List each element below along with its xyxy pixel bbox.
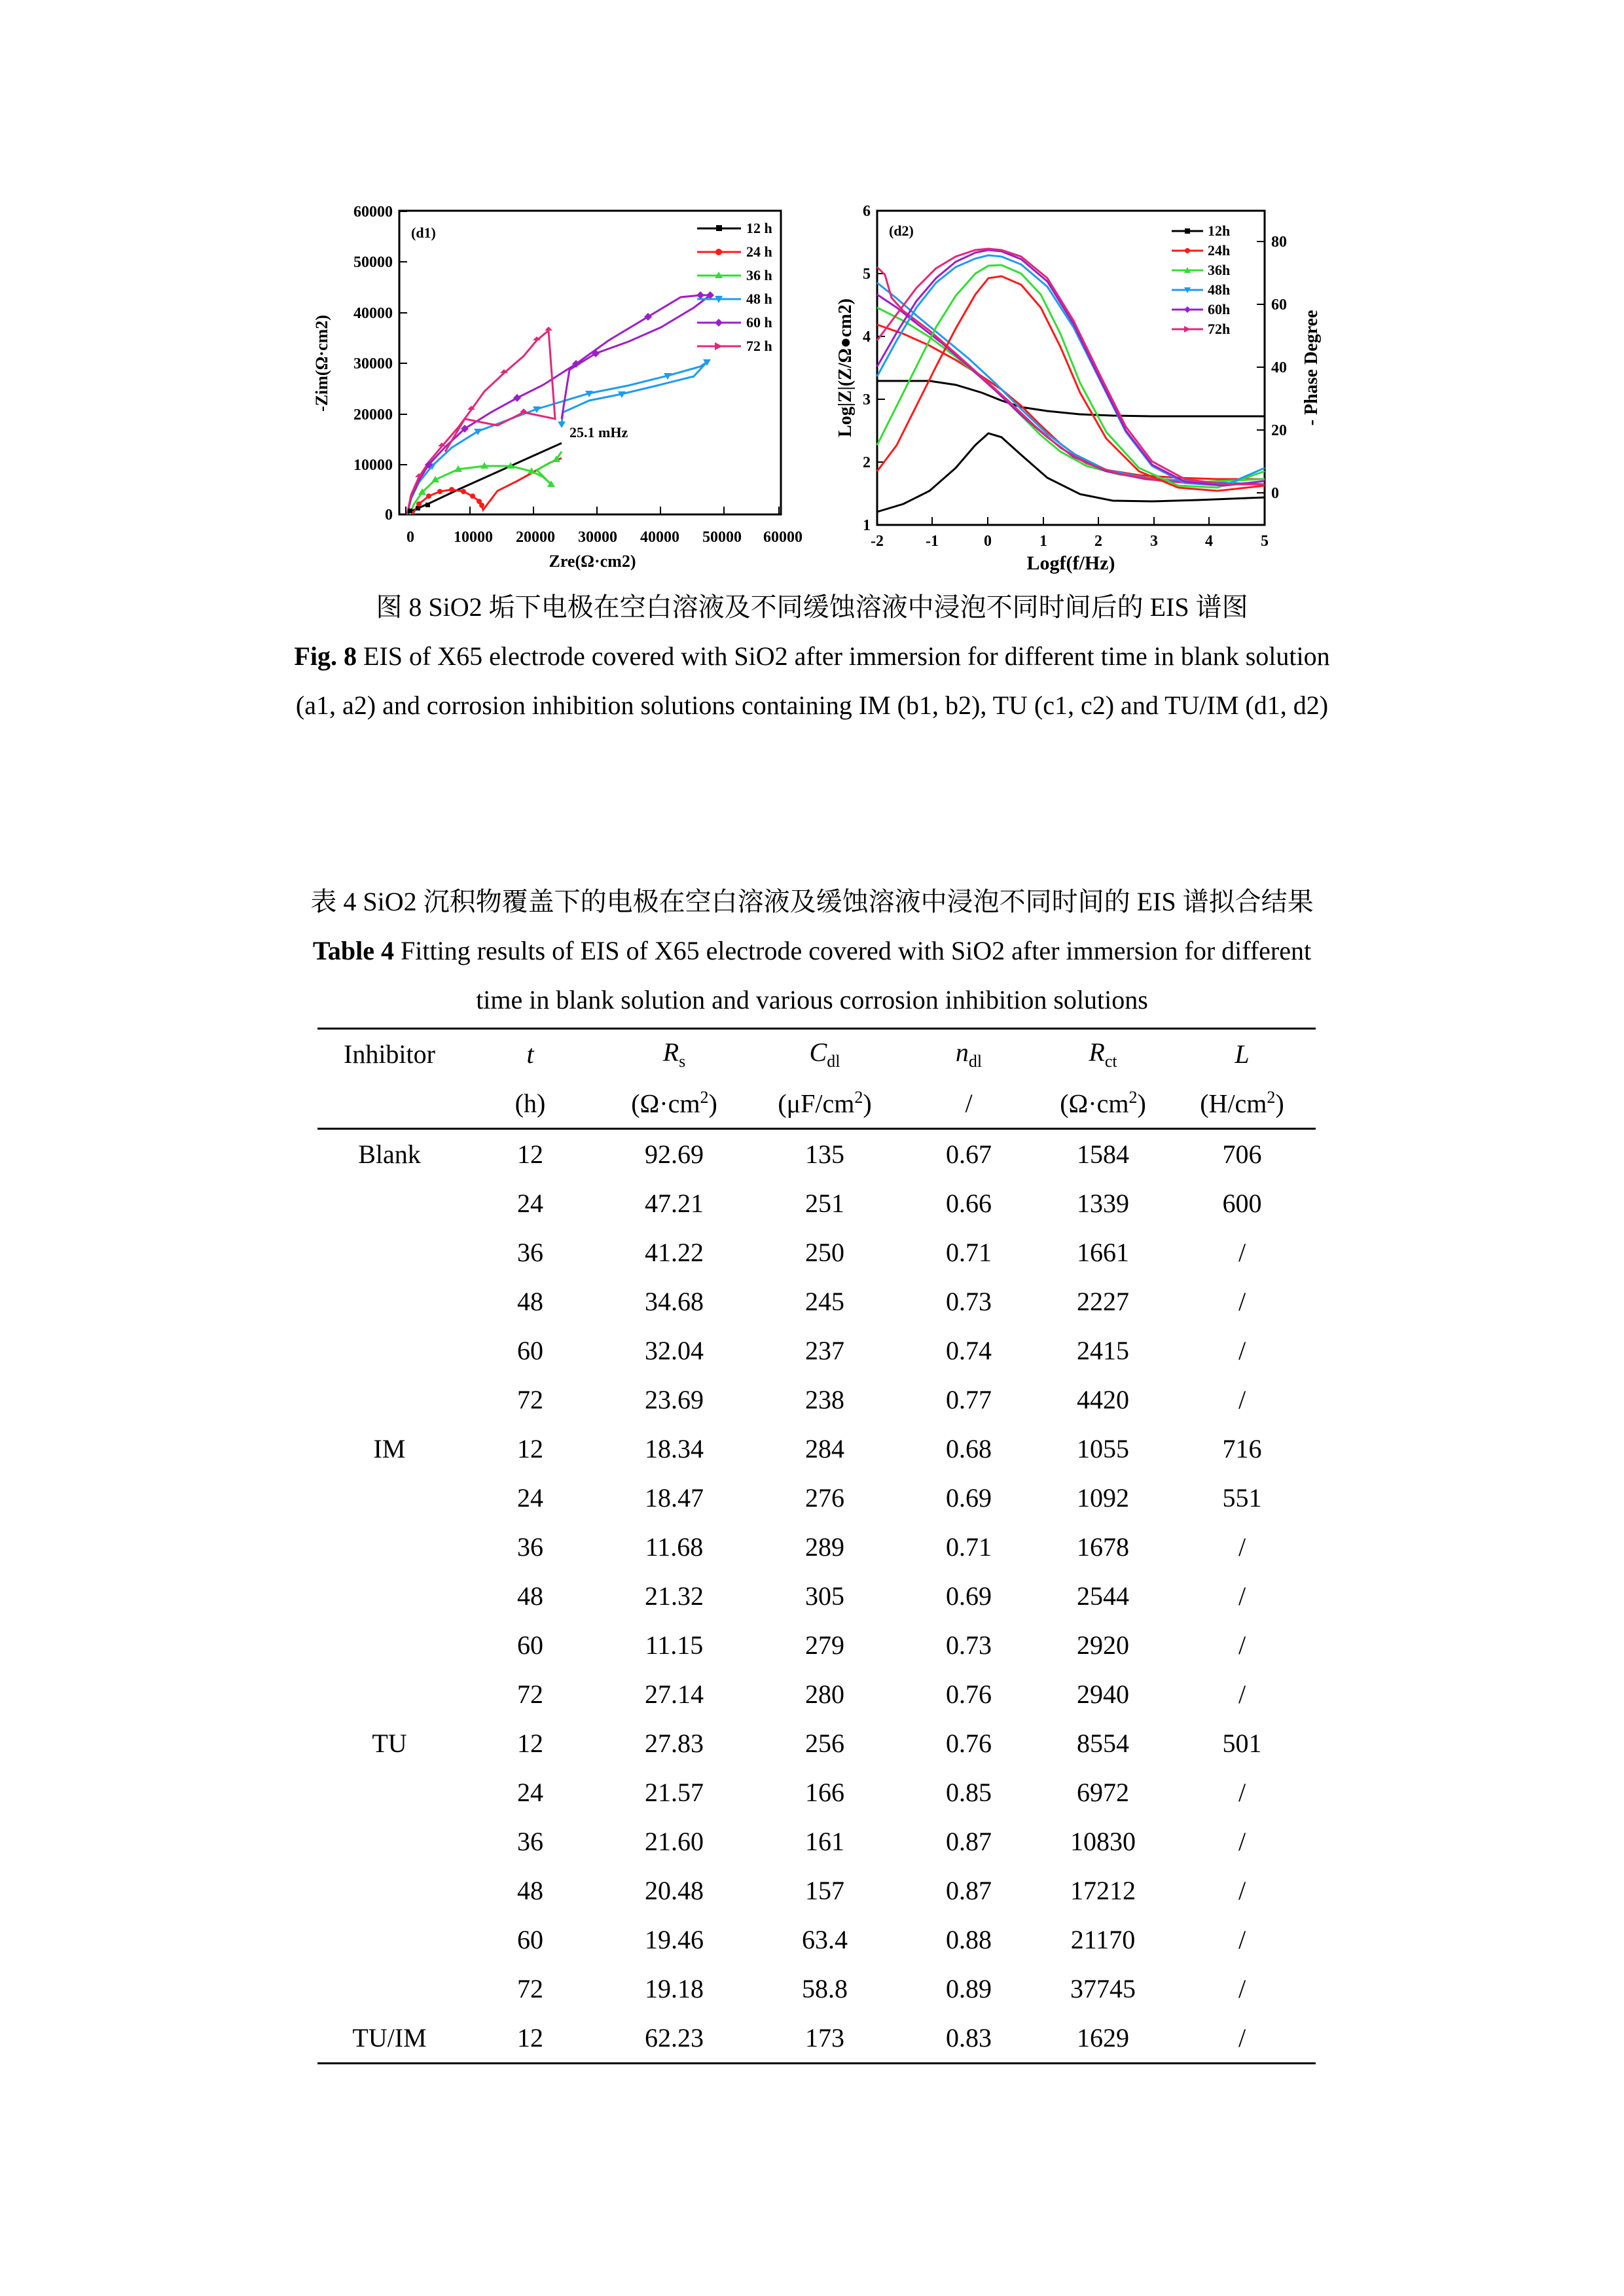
table-cell: 280: [805, 1679, 844, 1709]
header-ndl: $n_{dl}$: [900, 1029, 1038, 1079]
table-cell: [317, 1375, 461, 1424]
table-cell: 1584: [1077, 1139, 1129, 1169]
table-cell: 60: [517, 1630, 543, 1660]
unit-cell: $(\mu F/cm^2)$: [749, 1079, 900, 1129]
table-cell: Blank: [358, 1139, 421, 1169]
table-cell: 0.73: [946, 1287, 992, 1316]
table-cell: 34.68: [645, 1287, 704, 1316]
table-row: [317, 1179, 1316, 1228]
table-cell: 12: [517, 1434, 543, 1463]
legend-label: 72 h: [746, 338, 772, 354]
header-inhibitor: Inhibitor: [317, 1029, 461, 1079]
unit-cell: $(H/cm^2)$: [1168, 1079, 1316, 1129]
table-cell: 716: [1222, 1434, 1262, 1463]
table-cell: 256: [805, 1729, 844, 1758]
table-cell: 27.14: [645, 1679, 704, 1709]
table-cell: 1092: [1077, 1483, 1129, 1513]
x-tick: 1: [1039, 533, 1047, 550]
table-cell: /: [1238, 1827, 1246, 1856]
table-caption-en-line1: [0, 926, 1624, 975]
y-tick: 4: [863, 329, 871, 346]
table-cell: /: [1238, 1336, 1246, 1365]
table-row: [317, 1866, 1316, 1915]
unit-cell: $(\Omega\cdot cm^2)$: [599, 1079, 749, 1129]
x-tick: 0: [406, 529, 414, 546]
legend-label: 48 h: [746, 291, 772, 307]
table-cell: 21.32: [645, 1581, 704, 1611]
y2-tick: 60: [1271, 296, 1287, 314]
table-cell: 0.88: [946, 1925, 992, 1954]
table-cell: /: [1238, 1876, 1246, 1905]
table-cell: 237: [805, 1336, 844, 1365]
series-12h-impedance: [877, 381, 1265, 416]
legend: [697, 220, 772, 354]
series-24h-phase: [877, 276, 1265, 491]
table-cell: 0.69: [946, 1483, 992, 1513]
table-cell: 0.74: [946, 1336, 992, 1365]
table-cell: /: [1238, 1679, 1246, 1709]
header-cdl: $C_{dl}$: [749, 1029, 900, 1079]
table-cell: 21170: [1070, 1925, 1136, 1954]
table-cell: 2544: [1077, 1581, 1129, 1611]
table-cell: 0.76: [946, 1679, 992, 1709]
table-cell: [317, 1326, 461, 1375]
x-tick: 2: [1094, 533, 1102, 550]
header-t: t: [461, 1029, 599, 1079]
table-cell: 0.87: [946, 1827, 992, 1856]
table-cell: [317, 1817, 461, 1866]
x-tick: 3: [1150, 533, 1158, 550]
table-cell: 72: [517, 1679, 543, 1709]
table-cell: 41.22: [645, 1238, 704, 1267]
table-row: [317, 1621, 1316, 1670]
table-cell: 12: [461, 2013, 599, 2064]
y2-tick: 20: [1271, 422, 1287, 439]
table-cell: 92.69: [645, 1139, 704, 1169]
table-cell: 279: [805, 1630, 844, 1660]
table-row: [317, 1277, 1316, 1326]
table-cell: 0.87: [946, 1876, 992, 1905]
table-cell: 36: [517, 1238, 543, 1267]
table-row: [317, 1326, 1316, 1375]
table-cell: [317, 1670, 461, 1719]
table-cell: 0.76: [946, 1729, 992, 1758]
table-cell: [317, 1522, 461, 1571]
table-row: [317, 1915, 1316, 1964]
table-cell: 250: [805, 1238, 844, 1267]
y-tick: 3: [863, 391, 871, 408]
table-cell: 251: [805, 1189, 844, 1218]
panel-label: (d1): [411, 224, 436, 241]
table-cell: [317, 1473, 461, 1522]
table-cell: 0.83: [900, 2013, 1038, 2064]
header-l: L: [1168, 1029, 1316, 1079]
table-cell: /: [1168, 2013, 1316, 2064]
table-cell: /: [1238, 1581, 1246, 1611]
y-tick: 0: [385, 507, 393, 524]
table-cell: 0.71: [946, 1238, 992, 1267]
table-cell: 501: [1222, 1729, 1262, 1758]
x-tick: 40000: [640, 529, 679, 546]
y-axis-label: -Zim(Ω·cm2): [312, 315, 331, 412]
table-cell: 0.77: [946, 1385, 992, 1414]
legend-label: 12 h: [746, 220, 772, 236]
table-cell: [317, 1228, 461, 1277]
unit-cell: [317, 1079, 461, 1129]
table-caption-zh: 表 4 SiO2 沉积物覆盖下的电极在空白溶液及缓蚀溶液中浸泡不同时间的 EIS 谱拟合结果: [310, 887, 1314, 916]
table-cell: /: [1238, 1287, 1246, 1316]
series-12h-phase: [877, 433, 1265, 512]
table-row: [317, 1473, 1316, 1522]
table-row: [317, 2013, 1316, 2064]
legend-label: 60 h: [746, 314, 772, 331]
table-units-row: [317, 1079, 1316, 1129]
table-cell: [317, 1277, 461, 1326]
table-cell: 36: [517, 1532, 543, 1562]
table-cell: 305: [805, 1581, 844, 1611]
legend-label: 12h: [1208, 223, 1231, 239]
table-cell: 21.57: [645, 1778, 704, 1807]
table-cell: IM: [373, 1434, 406, 1463]
table-cell: 48: [517, 1287, 543, 1316]
table-row: [317, 1670, 1316, 1719]
table-cell: 600: [1222, 1189, 1262, 1218]
table-cell: 17212: [1070, 1876, 1136, 1905]
table-row: [317, 1768, 1316, 1817]
y-tick: 1: [863, 517, 871, 534]
y-tick: 50000: [353, 254, 393, 271]
y-tick: 2: [863, 454, 871, 471]
table-cell: 276: [805, 1483, 844, 1513]
table-cell: 0.89: [946, 1974, 992, 2003]
table-cell: 161: [805, 1827, 844, 1856]
table-cell: 0.73: [946, 1630, 992, 1660]
table-cell: 32.04: [645, 1336, 704, 1365]
table-row: [317, 1522, 1316, 1571]
figure-caption-zh: 图 8 SiO2 垢下电极在空白溶液及不同缓蚀溶液中浸泡不同时间后的 EIS 谱图: [376, 592, 1248, 622]
x-tick: -2: [871, 533, 884, 550]
table-cell: 2415: [1077, 1336, 1129, 1365]
table-cell: 245: [805, 1287, 844, 1316]
table-cell: [317, 1915, 461, 1964]
table-row: [317, 1129, 1316, 1179]
table-cell: TU/IM: [317, 2013, 461, 2064]
legend-label: 24h: [1208, 242, 1231, 259]
x-tick: 50000: [702, 529, 742, 546]
legend-label: 60h: [1208, 301, 1231, 317]
x-tick: 5: [1261, 533, 1269, 550]
table-cell: 0.66: [946, 1189, 992, 1218]
y-tick: 60000: [353, 204, 393, 221]
legend-label: 36h: [1208, 262, 1231, 278]
table-cell: 6972: [1077, 1778, 1129, 1807]
table-caption-label: Table 4: [312, 936, 394, 965]
table-cell: /: [1238, 1532, 1246, 1562]
table-cell: [317, 1179, 461, 1228]
table-cell: 23.69: [645, 1385, 704, 1414]
panel-label: (d2): [889, 223, 914, 239]
table-cell: 2227: [1077, 1287, 1129, 1316]
table-cell: 11.68: [645, 1532, 704, 1562]
table-cell: 4420: [1077, 1385, 1129, 1414]
table-cell: /: [1238, 1778, 1246, 1807]
x-tick: 20000: [516, 529, 555, 546]
table-cell: 48: [517, 1581, 543, 1611]
table-cell: [317, 1964, 461, 2013]
table-cell: 10830: [1070, 1827, 1136, 1856]
series-60h-curve: [407, 295, 710, 514]
table-cell: 63.4: [802, 1925, 848, 1954]
figure-caption-text: EIS of X65 electrode covered with SiO2 after immersion for different time in blank solution: [363, 641, 1330, 671]
table-cell: 24: [517, 1189, 543, 1218]
x-tick: 60000: [763, 529, 803, 546]
table-row: [317, 1424, 1316, 1473]
eis-fitting-table: [317, 1028, 1316, 2064]
x-tick: -1: [926, 533, 939, 550]
table-cell: 1661: [1077, 1238, 1129, 1267]
table-cell: /: [1238, 1238, 1246, 1267]
table-cell: 0.69: [946, 1581, 992, 1611]
table-cell: 173: [749, 2013, 900, 2064]
table-cell: 0.85: [946, 1778, 992, 1807]
table-cell: 37745: [1070, 1974, 1136, 2003]
table-cell: 18.47: [645, 1483, 704, 1513]
table-cell: 47.21: [645, 1189, 704, 1218]
y-tick: 30000: [353, 355, 393, 372]
table-cell: 0.67: [946, 1139, 992, 1169]
x-tick: 10000: [454, 529, 493, 546]
table-cell: 19.46: [645, 1925, 704, 1954]
table-cell: 157: [805, 1876, 844, 1905]
table-cell: 24: [517, 1483, 543, 1513]
table-cell: 12: [517, 1139, 543, 1169]
table-row: [317, 1228, 1316, 1277]
table-caption-en-line2: time in blank solution and various corrosion inhibition solutions: [476, 985, 1148, 1014]
table-cell: 36: [517, 1827, 543, 1856]
x-axis-label: Zre(Ω·cm2): [549, 552, 636, 571]
y2-tick: 40: [1271, 359, 1287, 376]
y-axis-label: Log|Z|(Z/Ω●cm2): [835, 298, 856, 437]
y-tick: 20000: [353, 406, 393, 423]
y-tick: 40000: [353, 305, 393, 322]
table-cell: 72: [517, 1385, 543, 1414]
table-cell: /: [1238, 1385, 1246, 1414]
y-tick: 6: [863, 203, 871, 220]
table-cell: 24: [517, 1778, 543, 1807]
table-cell: 21.60: [645, 1827, 704, 1856]
table-cell: 2940: [1077, 1679, 1129, 1709]
x-tick: 0: [984, 533, 992, 550]
series-12h-curve: [407, 443, 562, 514]
table-cell: 706: [1222, 1139, 1262, 1169]
table-row: [317, 1571, 1316, 1621]
table-cell: 166: [805, 1778, 844, 1807]
table-cell: 27.83: [645, 1729, 704, 1758]
x-tick: 4: [1205, 533, 1213, 550]
table-cell: [317, 1571, 461, 1621]
table-row: [317, 1719, 1316, 1768]
figure-caption-label: Fig. 8: [294, 641, 357, 671]
unit-cell: /: [900, 1079, 1038, 1129]
table-cell: 60: [517, 1925, 543, 1954]
figure-caption-en-line1: [0, 632, 1624, 681]
table-cell: 1678: [1077, 1532, 1129, 1562]
table-row: [317, 1964, 1316, 2013]
table-cell: [317, 1621, 461, 1670]
table-cell: [317, 1866, 461, 1915]
table-cell: 1629: [1038, 2013, 1168, 2064]
table-cell: 20.48: [645, 1876, 704, 1905]
frequency-annotation: 25.1 mHz: [569, 424, 628, 440]
table-row: [317, 1817, 1316, 1866]
table-cell: 62.23: [599, 2013, 749, 2064]
table-cell: 8554: [1077, 1729, 1129, 1758]
table-cell: 238: [805, 1385, 844, 1414]
legend-label: 72h: [1208, 321, 1231, 337]
table-cell: 551: [1222, 1483, 1262, 1513]
legend-label: 24 h: [746, 243, 772, 260]
table-cell: 18.34: [645, 1434, 704, 1463]
table-caption-text: Fitting results of EIS of X65 electrode covered with SiO2 after immersion for different: [400, 936, 1312, 965]
legend-label: 48h: [1208, 281, 1231, 298]
table-cell: [317, 1768, 461, 1817]
table-cell: 1339: [1077, 1189, 1129, 1218]
table-cell: 58.8: [802, 1974, 848, 2003]
header-rct: $R_{ct}$: [1038, 1029, 1168, 1079]
table-row: [317, 1375, 1316, 1424]
nyquist-plot: [308, 196, 825, 589]
header-rs: $R_s$: [599, 1029, 749, 1079]
table-cell: TU: [372, 1729, 407, 1758]
legend: [1172, 223, 1230, 337]
table-cell: 12: [517, 1729, 543, 1758]
x-axis-label: Logf(f/Hz): [1026, 552, 1115, 574]
table-cell: 284: [805, 1434, 844, 1463]
unit-cell: $(\Omega\cdot cm^2)$: [1038, 1079, 1168, 1129]
bode-plot: [825, 196, 1335, 589]
table-cell: 289: [805, 1532, 844, 1562]
table-cell: 0.71: [946, 1532, 992, 1562]
table-cell: 19.18: [645, 1974, 704, 2003]
table-cell: 48: [517, 1876, 543, 1905]
table-cell: 60: [517, 1336, 543, 1365]
table-header-row: [317, 1029, 1316, 1079]
y2-axis-label: - Phase Degree: [1301, 310, 1322, 426]
legend-label: 36 h: [746, 267, 772, 283]
table-cell: /: [1238, 1630, 1246, 1660]
series-72h-curve: [407, 331, 555, 514]
table-cell: /: [1238, 1974, 1246, 2003]
unit-cell: (h): [461, 1079, 599, 1129]
y2-tick: 0: [1271, 485, 1279, 502]
figure-caption-en-line2: (a1, a2) and corrosion inhibition solutions containing IM (b1, b2), TU (c1, c2) and TU/IM (d1, d2): [295, 691, 1329, 720]
y2-tick: 80: [1271, 234, 1287, 251]
table-cell: 72: [517, 1974, 543, 2003]
table-cell: 1055: [1077, 1434, 1129, 1463]
table-cell: 135: [805, 1139, 844, 1169]
x-tick: 30000: [578, 529, 617, 546]
table-cell: /: [1238, 1925, 1246, 1954]
y-tick: 5: [863, 266, 871, 283]
table-cell: 0.68: [946, 1434, 992, 1463]
y-tick: 10000: [353, 457, 393, 474]
table-cell: 2920: [1077, 1630, 1129, 1660]
table-cell: 11.15: [645, 1630, 704, 1660]
